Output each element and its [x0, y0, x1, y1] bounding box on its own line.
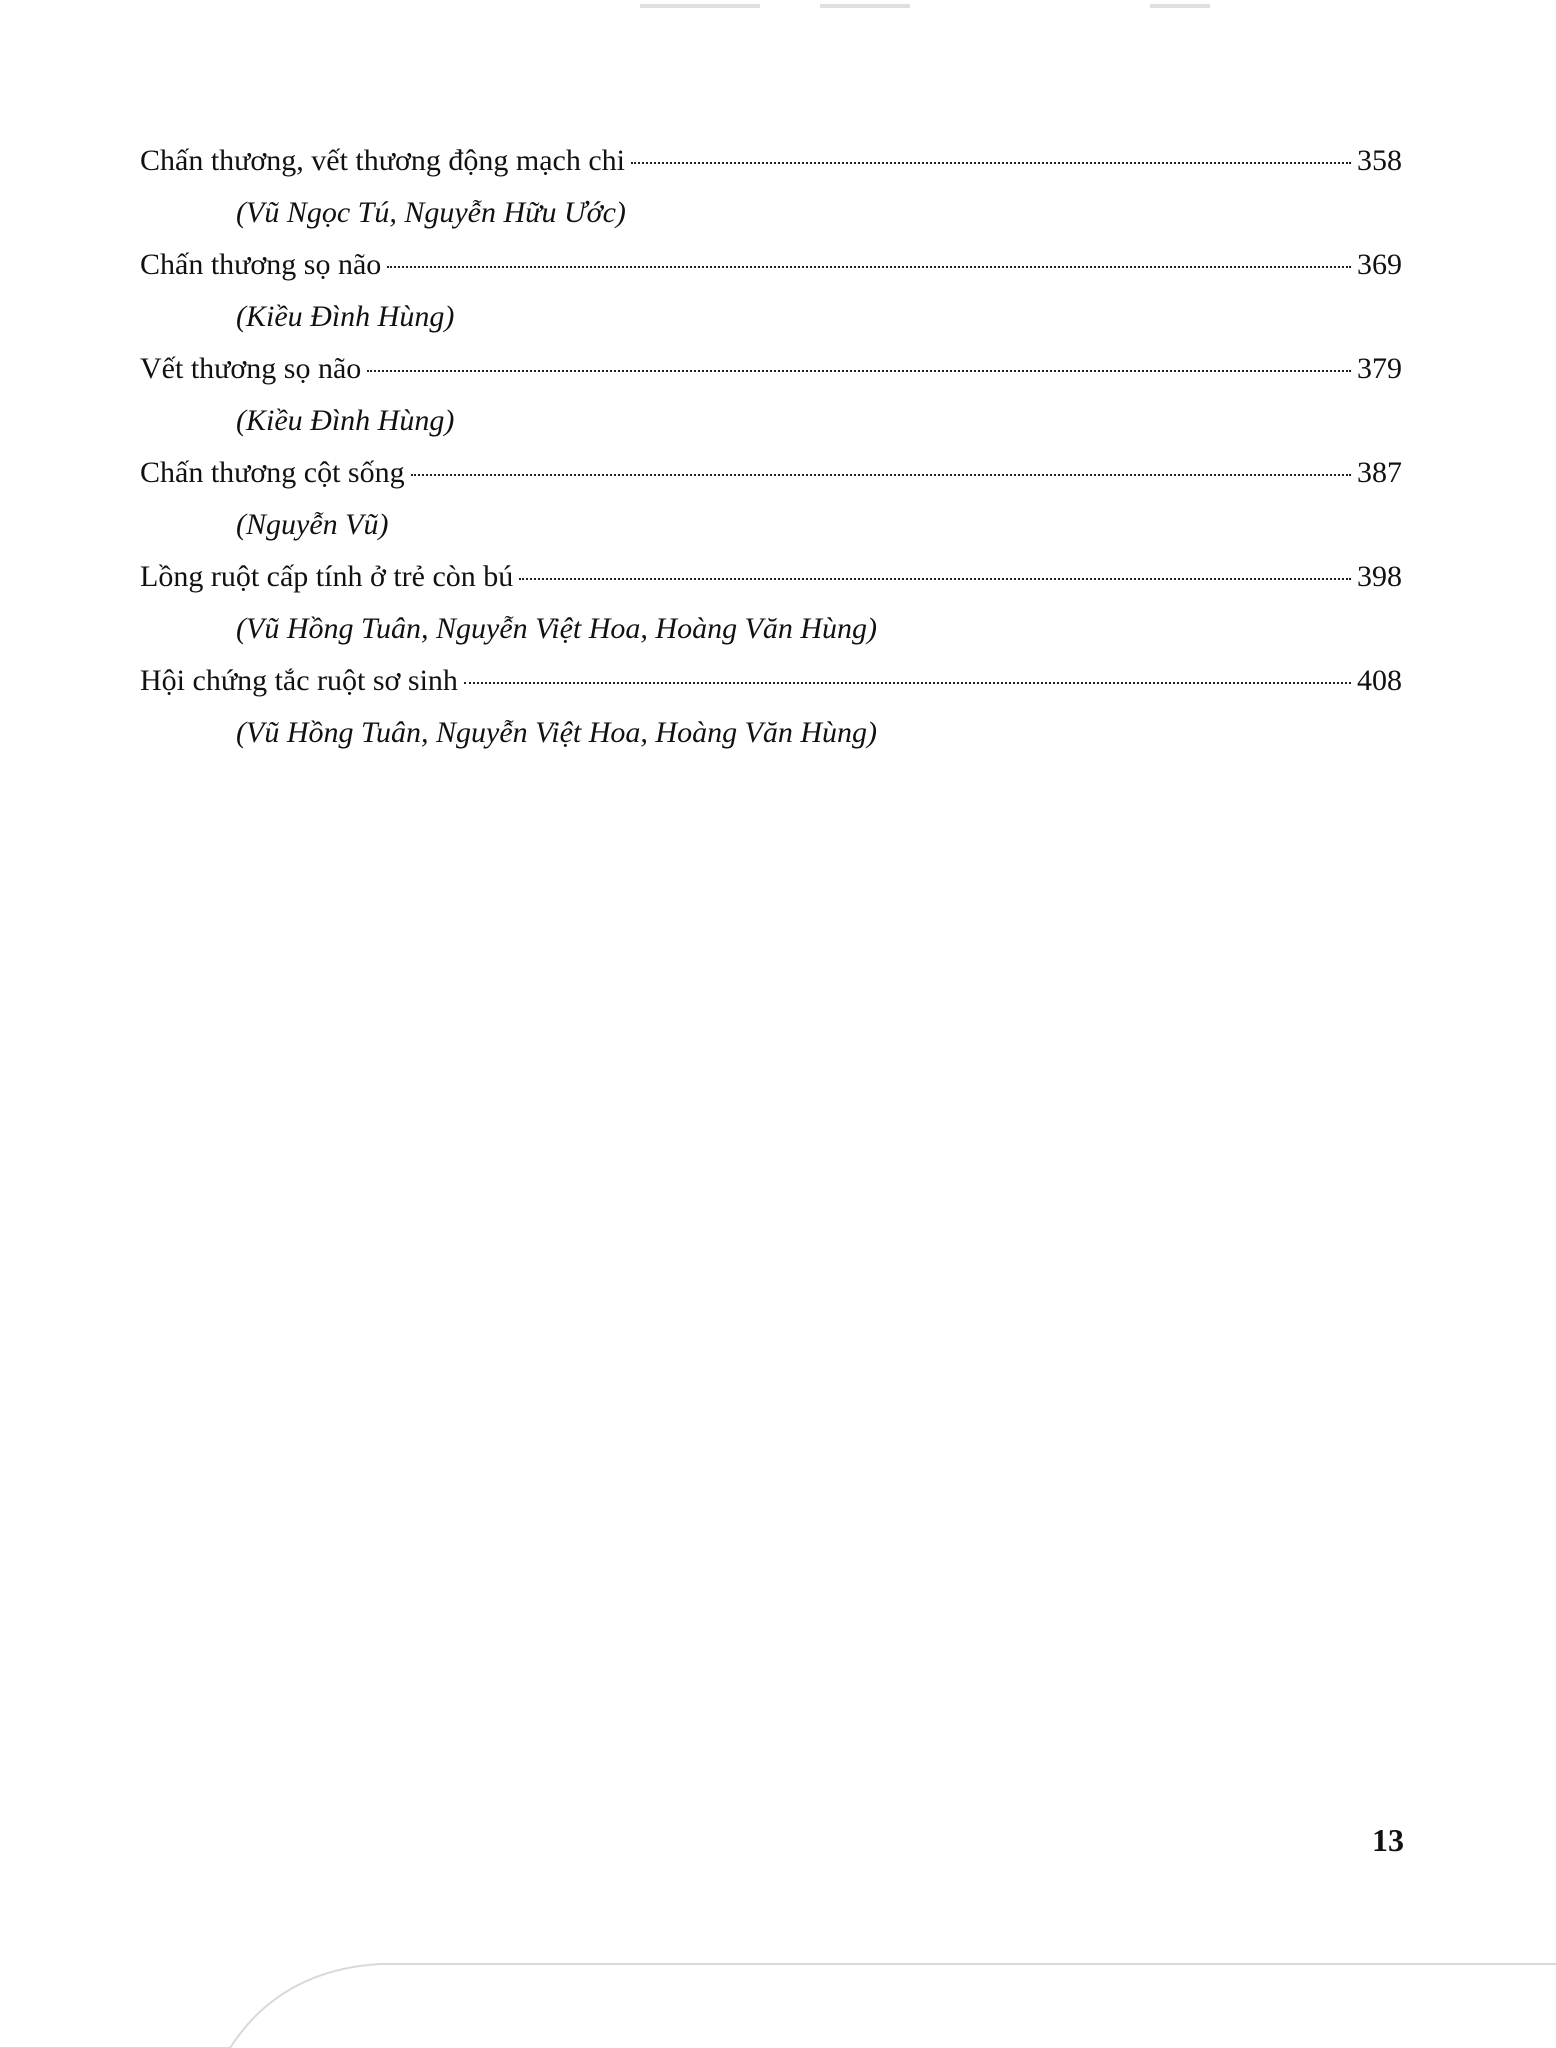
toc-entry-authors: (Vũ Hồng Tuân, Nguyễn Việt Hoa, Hoàng Văn Hùng)	[236, 612, 878, 645]
toc-entry-row[interactable]	[140, 239, 1402, 291]
toc-entry-page: 398	[1357, 560, 1402, 593]
table-of-contents	[140, 135, 1402, 759]
toc-entry-row[interactable]	[140, 655, 1402, 707]
toc-entry-page: 358	[1357, 144, 1402, 177]
page-number: 13	[1372, 1822, 1404, 1858]
toc-entry	[140, 343, 1402, 447]
toc-entry	[140, 551, 1402, 655]
dot-leader	[631, 162, 1351, 164]
toc-entry	[140, 655, 1402, 759]
dot-leader	[367, 370, 1351, 372]
toc-entry-authors: (Vũ Ngọc Tú, Nguyễn Hữu Ước)	[236, 196, 626, 229]
scan-edge-bottom	[0, 1960, 1556, 2048]
toc-entry-page: 379	[1357, 352, 1402, 385]
toc-entry-title: Vết thương sọ não	[140, 352, 362, 385]
toc-entry-authors: (Kiều Đình Hùng)	[236, 300, 455, 333]
toc-entry-title: Lồng ruột cấp tính ở trẻ còn bú	[140, 560, 514, 593]
toc-entry-row[interactable]	[140, 135, 1402, 187]
toc-entry-title: Chấn thương cột sống	[140, 456, 405, 489]
toc-entry-title: Chấn thương, vết thương động mạch chi	[140, 144, 626, 177]
toc-entry	[140, 447, 1402, 551]
dot-leader	[411, 474, 1351, 476]
toc-entry-row[interactable]	[140, 551, 1402, 603]
toc-entry	[140, 239, 1402, 343]
toc-entry-row[interactable]	[140, 447, 1402, 499]
toc-entry-page: 387	[1357, 456, 1402, 489]
toc-entry-row[interactable]	[140, 343, 1402, 395]
toc-entry-page: 369	[1357, 248, 1402, 281]
toc-entry-title: Hội chứng tắc ruột sơ sinh	[140, 664, 458, 697]
toc-entry-title: Chấn thương sọ não	[140, 248, 382, 281]
dot-leader	[387, 266, 1351, 268]
toc-entry	[140, 135, 1402, 239]
toc-entry-authors: (Nguyễn Vũ)	[236, 508, 389, 541]
toc-entry-authors: (Kiều Đình Hùng)	[236, 404, 455, 437]
dot-leader	[519, 578, 1351, 580]
toc-entry-page: 408	[1357, 664, 1402, 697]
toc-entry-authors: (Vũ Hồng Tuân, Nguyễn Việt Hoa, Hoàng Văn Hùng)	[236, 716, 878, 749]
scan-edge-top	[0, 0, 1556, 14]
dot-leader	[464, 682, 1351, 684]
